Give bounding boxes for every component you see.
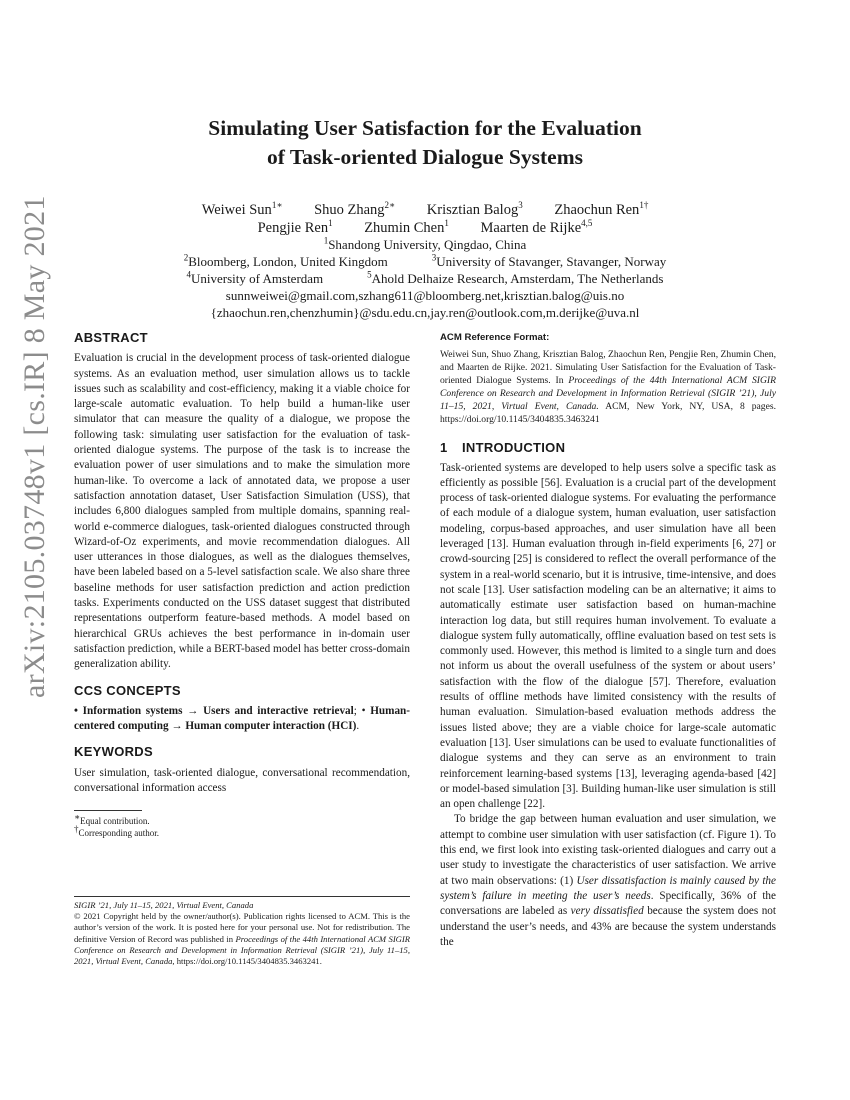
author-emails-2[interactable]: {zhaochun.ren,chenzhumin}@sdu.edu.cn,jay.ren@outlook.com,m.derijke@uva.nl: [210, 305, 640, 320]
author: Maarten de Rijke$^{4,5}$: [480, 218, 593, 236]
author-row-1: [100, 200, 750, 220]
footnote-equal-contribution: ∗Equal contribution.: [74, 812, 150, 827]
venue-line: SIGIR ’21, July 11–15, 2021, Virtual Event, Canada: [74, 900, 254, 910]
author: Krisztian Balog$^3$: [426, 200, 523, 218]
title-line-2: of Task-oriented Dialogue Systems: [267, 145, 583, 169]
intro-paragraph-2: To bridge the gap between human evaluation and user simulation, we attempt to combine user simulation with user satisfaction (cf. Figure 1). To this end, we first look into existing task-oriented dialogues and carry out a user study to investigate the characteristics of user satisfaction. We arrive at two main observations: (1) User dissatisfaction is mainly caused by the system’s failure in meeting the user’s needs. Specifically, 36% of the conversations are labeled as very dissatisfied because the system does not understand the user’s needs, and 43% are because the system understands the: [440, 813, 777, 948]
author: Weiwei Sun$^{1∗}$: [201, 200, 283, 218]
copyright-text: © 2021 Copyright held by the owner/author(s). Publication rights licensed to ACM. This is the author’s version of the work. It is posted here for your personal use. Not for redistribution. The definitive Version of Record was published in Proceedings of the 44th International ACM SIGIR Conference on Research and Development in Information Retrieval (SIGIR ’21), July 11–15, 2021, Virtual Event, Canada, https://doi.org/10.1145/3404835.3463241.: [74, 911, 410, 967]
footnote-rule: [74, 810, 142, 811]
title-line-1: Simulating User Satisfaction for the Evaluation: [208, 116, 642, 140]
author: Shuo Zhang$^{2∗}$: [314, 200, 396, 218]
arxiv-stamp[interactable]: arXiv:2105.03748v1 [cs.IR] 8 May 2021: [18, 195, 51, 698]
abstract-heading: ABSTRACT: [74, 330, 148, 345]
affiliation-row-2: $^2$Bloomberg, London, United Kingdom $^3$University of Stavanger, Stavanger, Norway: [183, 252, 667, 269]
paper-title: [100, 114, 750, 172]
keywords-section: [74, 744, 410, 796]
reference-format-text: Weiwei Sun, Shuo Zhang, Krisztian Balog, Zhaochun Ren, Pengjie Ren, Zhumin Chen, and Maarten de Rijke. 2021. Simulating User Satisfaction for the Evaluation of Task-oriented Dialogue Systems. In Proceedings of the 44th International ACM SIGIR Conference on Research and Development in Information Retrieval (SIGIR ’21), July 11–15, 2021, Virtual Event, Canada. ACM, New York, NY, USA, 8 pages. https://doi.org/10.1145/3404835.3463241: [440, 349, 776, 426]
author-emails-1[interactable]: sunnweiwei@gmail.com,szhang611@bloomberg.net,krisztian.balog@uis.no: [225, 288, 625, 303]
ccs-section: [74, 683, 410, 735]
footnote-corresponding-author: †Corresponding author.: [74, 824, 159, 839]
ccs-heading: CCS CONCEPTS: [74, 682, 181, 698]
author: Zhumin Chen$^1$: [364, 218, 449, 236]
affiliation-1: $^1$Shandong University, Qingdao, China: [323, 235, 527, 252]
keywords-heading: KEYWORDS: [74, 744, 153, 760]
keywords-text: User simulation, task-oriented dialogue, conversational recommendation, conversational information access: [74, 766, 410, 795]
left-column: [74, 330, 410, 839]
author: Zhaochun Ren$^{1\dagger}$: [554, 200, 649, 218]
intro-paragraph-1: Task-oriented systems are developed to help users solve a specific task as efficiently as possible [56]. Evaluation is a crucial part of the development process of task-oriented dialogue systems. For evaluating the performance of each module of a dialogue system, human evaluation, user satisfaction modeling, corpus-based approaches, and user simulation have all been leveraged [13]. Human evaluation through in-field experiments [6, 27] or crowd-sourcing [25] is considered to reflect the overall performance of the system in a real-world scenario, but it is intrusive, time-intensive, and does not scale [13]. User satisfaction modeling can be an alternative; it aims to automatically estimate user satisfaction based on human-machine interaction log data, but still requires human involvement. To evaluate a dialogue system fully automatically, offline evaluation based on test sets is commonly used. However, this method is limited to a single turn and does not inform us about the overall usefulness of the system or about users’ satisfaction with the flow of the dialogue [57]. Therefore, evaluation results of offline methods have limited consistency with the results of human evaluation. Simulation-based evaluation methods address the issues listed above; they are a viable choice for large-scale automatic evaluation [13]. User simulations can be used to evaluate functionalities of dialogue systems and they can serve as an environment to train reinforcement learning-based systems [13], leveraging agenda-based [42] or model-based simulation [3]. Building human-like user simulation is still an open challenge [22].: [440, 461, 776, 811]
right-column: [440, 330, 776, 950]
ccs-text: • Information systems → Users and interactive retrieval; • Human-centered computing → Human computer interaction (HCI).: [74, 704, 411, 733]
reference-format-heading: ACM Reference Format:: [440, 332, 550, 343]
affiliation-row-3: $^4$University of Amsterdam $^5$Ahold Delhaize Research, Amsterdam, The Netherlands: [186, 269, 664, 286]
abstract-text: Evaluation is crucial in the development process of task-oriented dialogue systems. As an evaluation method, user simulation allows us to tackle issues such as scalability and cost-efficiency, making it a viable choice for large-scale automatic evaluation. To help build a human-like user simulator that can measure the quality of a dialogue, we propose the following task: simulating user satisfaction for the evaluation of task-oriented dialogue systems. The purpose of the task is to increase the evaluation power of user simulations and to make the simulation more human-like. To overcome a lack of annotated data, we propose a user satisfaction annotation dataset, User Satisfaction Simulation (USS), that includes 6,800 dialogues sampled from multiple domains, spanning real-world e-commerce dialogues, task-oriented dialogues constructed through Wizard-of-Oz experiments, and movie recommendation dialogues. All user utterances in those dialogues, as well as the dialogues themselves, have been labeled based on a 5-level satisfaction scale. We also share three baseline methods for user satisfaction prediction and action prediction tasks. Experiments conducted on the USS dataset suggest that distributed representations outperform feature-based methods. A model based on hierarchical GRUs achieves the best performance in in-domain user satisfaction prediction, while a BERT-based model has better cross-domain generalization ability.: [74, 352, 411, 671]
author-row-2: [100, 218, 750, 238]
author: Pengjie Ren$^1$: [257, 218, 333, 236]
introduction-heading: 1 INTRODUCTION: [440, 440, 566, 456]
copyright-block: [74, 896, 410, 967]
